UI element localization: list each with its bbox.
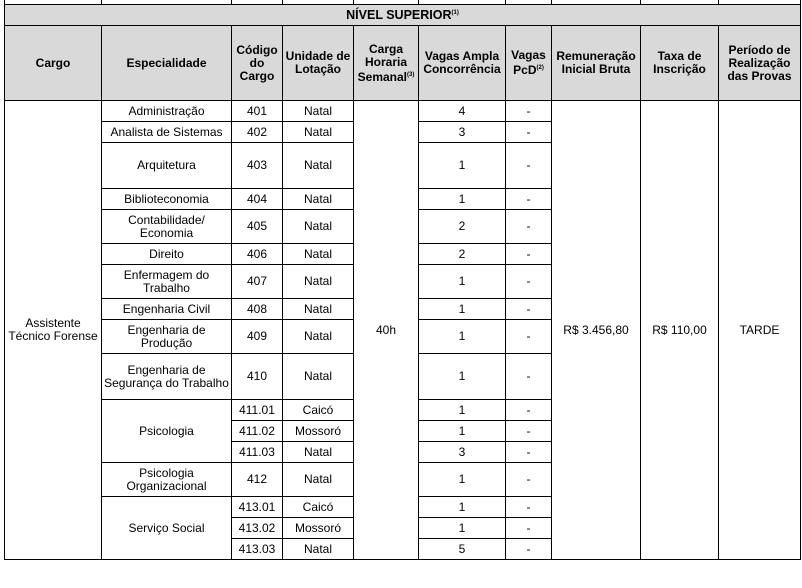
taxa-cell: R$ 110,00: [641, 101, 719, 560]
vagas-cell: 1: [419, 143, 506, 189]
unidade-cell: Natal: [283, 299, 354, 320]
pcd-cell: -: [506, 143, 552, 189]
codigo-cell: 402: [232, 122, 283, 143]
pcd-cell: -: [506, 101, 552, 122]
especialidade-cell: Contabilidade/ Economia: [102, 210, 232, 244]
codigo-cell: 411.03: [232, 442, 283, 463]
carga-cell: 40h: [354, 101, 419, 560]
vagas-cell: 1: [419, 518, 506, 539]
vagas-cell: 5: [419, 539, 506, 560]
header-especialidade: Especialidade: [102, 26, 232, 101]
header-cargo: Cargo: [5, 26, 102, 101]
vagas-cell: 1: [419, 299, 506, 320]
pcd-cell: -: [506, 442, 552, 463]
codigo-cell: 407: [232, 265, 283, 299]
header-carga: Carga Horaria Semanal$^{(3)}$: [354, 26, 419, 101]
header-taxa: Taxa de Inscrição: [641, 26, 719, 101]
header-vagas-ampla: Vagas Ampla Concorrência: [419, 26, 506, 101]
vagas-cell: 1: [419, 354, 506, 400]
especialidade-cell: Psicologia: [102, 400, 232, 463]
pcd-cell: -: [506, 463, 552, 497]
vagas-cell: 2: [419, 210, 506, 244]
unidade-cell: Natal: [283, 244, 354, 265]
pcd-cell: -: [506, 265, 552, 299]
remuneracao-cell: R$ 3.456,80: [552, 101, 641, 560]
especialidade-cell: Engenharia de Segurança do Trabalho: [102, 354, 232, 400]
codigo-cell: 408: [232, 299, 283, 320]
pcd-cell: -: [506, 122, 552, 143]
vagas-cell: 1: [419, 189, 506, 210]
especialidade-cell: Serviço Social: [102, 497, 232, 560]
header-remuneracao: Remuneração Inicial Bruta: [552, 26, 641, 101]
unidade-cell: Natal: [283, 210, 354, 244]
vagas-cell: 1: [419, 400, 506, 421]
vagas-cell: 1: [419, 421, 506, 442]
pcd-cell: -: [506, 354, 552, 400]
codigo-cell: 411.01: [232, 400, 283, 421]
pcd-cell: -: [506, 539, 552, 560]
vagas-cell: 2: [419, 244, 506, 265]
vacancies-table: [4, 0, 801, 560]
codigo-cell: 401: [232, 101, 283, 122]
codigo-cell: 413.02: [232, 518, 283, 539]
codigo-cell: 404: [232, 189, 283, 210]
pcd-cell: -: [506, 299, 552, 320]
section-banner: [5, 5, 801, 26]
especialidade-cell: Enfermagem do Trabalho: [102, 265, 232, 299]
codigo-cell: 405: [232, 210, 283, 244]
codigo-cell: 406: [232, 244, 283, 265]
section-note: (1): [451, 10, 459, 17]
unidade-cell: Natal: [283, 442, 354, 463]
periodo-cell: TARDE: [719, 101, 801, 560]
unidade-cell: Mossoró: [283, 421, 354, 442]
unidade-cell: Caicó: [283, 400, 354, 421]
codigo-cell: 413.01: [232, 497, 283, 518]
especialidade-cell: Administração: [102, 101, 232, 122]
vagas-cell: 3: [419, 122, 506, 143]
unidade-cell: Natal: [283, 122, 354, 143]
header-periodo: Período de Realização das Provas: [719, 26, 801, 101]
unidade-cell: Natal: [283, 320, 354, 354]
unidade-cell: Natal: [283, 463, 354, 497]
unidade-cell: Natal: [283, 265, 354, 299]
unidade-cell: Natal: [283, 539, 354, 560]
especialidade-cell: Analista de Sistemas: [102, 122, 232, 143]
unidade-cell: Caicó: [283, 497, 354, 518]
vagas-cell: 1: [419, 497, 506, 518]
pcd-cell: -: [506, 497, 552, 518]
especialidade-cell: Arquitetura: [102, 143, 232, 189]
especialidade-cell: Engenharia Civil: [102, 299, 232, 320]
pcd-cell: -: [506, 189, 552, 210]
codigo-cell: 411.02: [232, 421, 283, 442]
especialidade-cell: Biblioteconomia: [102, 189, 232, 210]
table-row: [5, 101, 801, 122]
unidade-cell: Natal: [283, 143, 354, 189]
unidade-cell: Natal: [283, 189, 354, 210]
header-vagas-pcd: Vagas PcD$^{(2)}$: [506, 26, 552, 101]
codigo-cell: 403: [232, 143, 283, 189]
pcd-cell: -: [506, 320, 552, 354]
codigo-cell: 410: [232, 354, 283, 400]
vagas-cell: 1: [419, 463, 506, 497]
vagas-cell: 1: [419, 265, 506, 299]
pcd-cell: -: [506, 518, 552, 539]
especialidade-cell: Psicologia Organizacional: [102, 463, 232, 497]
header-unidade: Unidade de Lotação: [283, 26, 354, 101]
codigo-cell: 412: [232, 463, 283, 497]
vagas-cell: 3: [419, 442, 506, 463]
cargo-cell: Assistente Técnico Forense: [5, 101, 102, 560]
pcd-cell: -: [506, 244, 552, 265]
unidade-cell: Natal: [283, 354, 354, 400]
header-codigo: Código do Cargo: [232, 26, 283, 101]
codigo-cell: 409: [232, 320, 283, 354]
especialidade-cell: Engenharia de Produção: [102, 320, 232, 354]
codigo-cell: 413.03: [232, 539, 283, 560]
section-title: NÍVEL SUPERIOR: [346, 8, 452, 23]
unidade-cell: Natal: [283, 101, 354, 122]
vagas-cell: 1: [419, 320, 506, 354]
unidade-cell: Mossoró: [283, 518, 354, 539]
pcd-cell: -: [506, 421, 552, 442]
pcd-cell: -: [506, 400, 552, 421]
vagas-cell: 4: [419, 101, 506, 122]
pcd-cell: -: [506, 210, 552, 244]
especialidade-cell: Direito: [102, 244, 232, 265]
header-row: [5, 26, 801, 101]
